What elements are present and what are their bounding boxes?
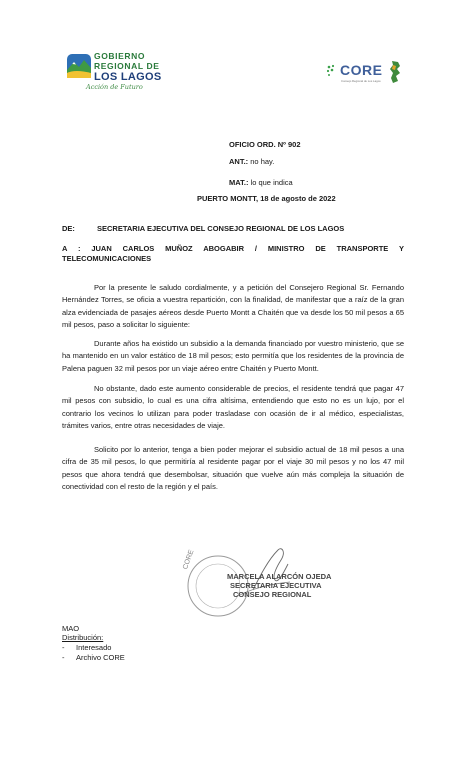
gobierno-logo-text	[94, 52, 161, 83]
body-paragraph-4-text: Solicito por lo anterior, tenga a bien poder mejorar el subsidio actual de 18 mil pesos a una cifra de 35 mil pesos, lo que permitiría al residente pagar por el viaje 30 mil pesos y no los 47 mil pesos que ahora tendrá que desembolsar, situación que vuelve aún más compleja la situación de conectividad con el resto de la región y el país.	[62, 445, 404, 491]
ant-value: no hay.	[250, 157, 275, 166]
gobierno-logo-tagline: Acción de Futuro	[86, 83, 143, 91]
initials: MAO	[62, 624, 80, 633]
core-logo-subtitle: Consejo Regional de Los Lagos	[341, 79, 381, 83]
body-paragraph-3	[62, 383, 404, 432]
body-paragraph-2-text: Durante años ha existido un subsidio a la demanda financiado por vuestro ministerio, que se ha mantenido en un valor estático de 18 mil pesos; esto permitía que los residentes de la provincia de Palena paguen 32 mil pesos por un viaje aéreo entre Chaitén y Puerto Montt.	[62, 339, 404, 373]
bullet-dash-icon: -	[62, 653, 65, 662]
oficio-number: OFICIO ORD. Nº 902	[229, 140, 301, 149]
region-map-icon	[388, 60, 402, 84]
a-line1: A : JUAN CARLOS MUÑOZ ABOGABIR / MINISTRO DE TRANSPORTE Y	[62, 244, 404, 253]
body-paragraph-1	[62, 282, 404, 331]
core-logo	[326, 58, 406, 92]
bullet-dash-icon: -	[62, 643, 65, 652]
body-paragraph-2	[62, 338, 404, 375]
distribution-label: Distribución:	[62, 633, 104, 642]
signature-title1: SECRETARIA EJECUTIVA	[230, 581, 322, 590]
de-label: DE:	[62, 224, 75, 233]
body-paragraph-1-text: Por la presente le saludo cordialmente, y a petición del Consejero Regional Sr. Fernando Hernández Torres, se oficia a vuestra repartición, con la finalidad, de manifestar que a raíz de la gran alza evidenciada de pasajes aéreos desde Puerto Montt a Chaitén que va desde los 50 mil pesos a 65 mil pesos, paso a solicitar lo siguiente:	[62, 283, 404, 329]
ant-line	[229, 157, 274, 167]
mat-line	[229, 178, 293, 188]
date-line: PUERTO MONTT, 18 de agosto de 2022	[197, 194, 336, 203]
distribution-item-text: Interesado	[76, 643, 112, 652]
core-logo-name: CORE	[340, 62, 383, 78]
gobierno-logo-line3: LOS LAGOS	[94, 71, 162, 83]
distribution-item	[62, 643, 111, 653]
de-value: SECRETARIA EJECUTIVA DEL CONSEJO REGIONAL DE LOS LAGOS	[97, 224, 345, 233]
ant-label: ANT.:	[229, 157, 249, 166]
gobierno-regional-logo	[66, 50, 176, 95]
distribution-item	[62, 653, 125, 663]
body-paragraph-3-text: No obstante, dado este aumento considerable de precios, el residente tendrá que pagar 47 mil pesos con subsidio, lo cual es una cifra altísima, entendiendo que esto no es un lujo, por el contrario los vecinos lo utilizan para poder trasladase con ocasión de ir al médico, especialistas, trámites varios, entre otras necesidades de viaje.	[62, 384, 404, 430]
mat-label: MAT.:	[229, 178, 249, 187]
stars-icon	[326, 64, 340, 78]
gobierno-logo-line2: REGIONAL DE	[94, 60, 160, 71]
stamp-text: CORE	[182, 548, 196, 571]
signature-title2: CONSEJO REGIONAL	[233, 590, 312, 599]
distribution-item-text: Archivo CORE	[76, 653, 125, 662]
signature-name: MARCELA ALARCÓN OJEDA	[227, 572, 332, 581]
mat-value: lo que indica	[250, 178, 293, 187]
mountain-logo-icon	[66, 53, 92, 79]
body-paragraph-4	[62, 444, 404, 493]
gobierno-logo-line1: GOBIERNO	[94, 51, 146, 61]
a-line2: TELECOMUNICACIONES	[62, 254, 152, 263]
